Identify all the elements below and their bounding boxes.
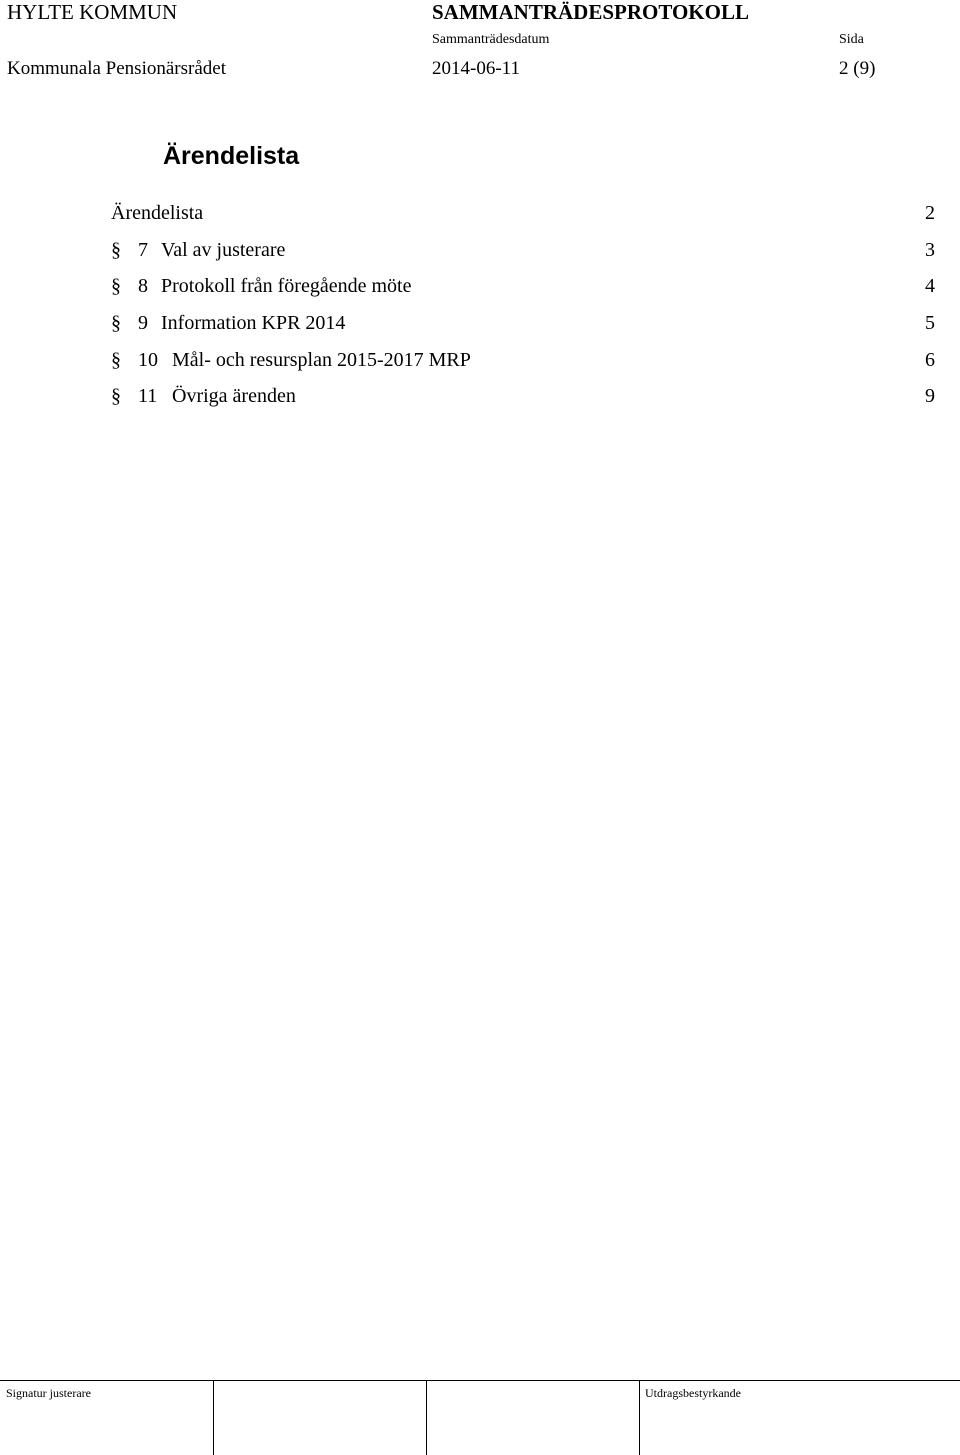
paragraph-symbol: § [111,348,121,371]
toc-entry-arendelista[interactable] [111,199,935,236]
extract-cell [639,1381,960,1455]
paragraph-symbol: § [111,238,121,261]
toc-entry-page: 6 [925,348,935,371]
toc-entry-text: Ärendelista [111,202,204,224]
toc-entry-number: 9 [138,312,148,335]
meeting-date: 2014-06-11 [432,58,520,79]
toc-entry-number: 8 [138,275,148,298]
toc-entry-page: 5 [925,312,935,335]
toc-entry-text: Val av justerare [161,238,286,261]
paragraph-symbol: § [111,385,121,408]
toc-entry-text: Protokoll från föregående möte [161,275,412,298]
paragraph-symbol: § [111,312,121,335]
page-label: Sida [839,32,864,47]
toc-entry[interactable] [111,236,935,273]
page-heading: Ärendelista [163,142,300,170]
signature-footer [0,1380,960,1455]
committee-name: Kommunala Pensionärsrådet [7,58,226,79]
table-of-contents [111,199,935,419]
toc-entry-number: 11 [138,385,158,408]
signature-cell [0,1381,213,1455]
toc-entry[interactable] [111,309,935,346]
footer-divider [213,1381,214,1455]
page-number: 2 (9) [839,58,876,79]
toc-entry[interactable] [111,272,935,309]
toc-entry[interactable] [111,382,935,419]
footer-divider [426,1381,427,1455]
toc-entry-page: 4 [925,275,935,298]
signature-label: Signatur justerare [6,1386,91,1400]
toc-entry-number: 7 [138,238,148,261]
meeting-date-label: Sammanträdesdatum [432,32,550,47]
toc-entry-text: Övriga ärenden [172,385,296,408]
toc-entry-page: 9 [925,385,935,408]
toc-entry-page: 2 [925,202,935,224]
toc-entry-text: Information KPR 2014 [161,312,346,335]
extract-label: Utdragsbestyrkande [645,1386,741,1400]
organization-name: HYLTE KOMMUN [7,0,178,24]
toc-entry-page: 3 [925,238,935,261]
toc-entry[interactable] [111,346,935,383]
toc-entry-text: Mål- och resursplan 2015-2017 MRP [172,348,471,371]
toc-entry-number: 10 [138,348,158,371]
paragraph-symbol: § [111,275,121,298]
document-title: SAMMANTRÄDESPROTOKOLL [432,0,749,24]
